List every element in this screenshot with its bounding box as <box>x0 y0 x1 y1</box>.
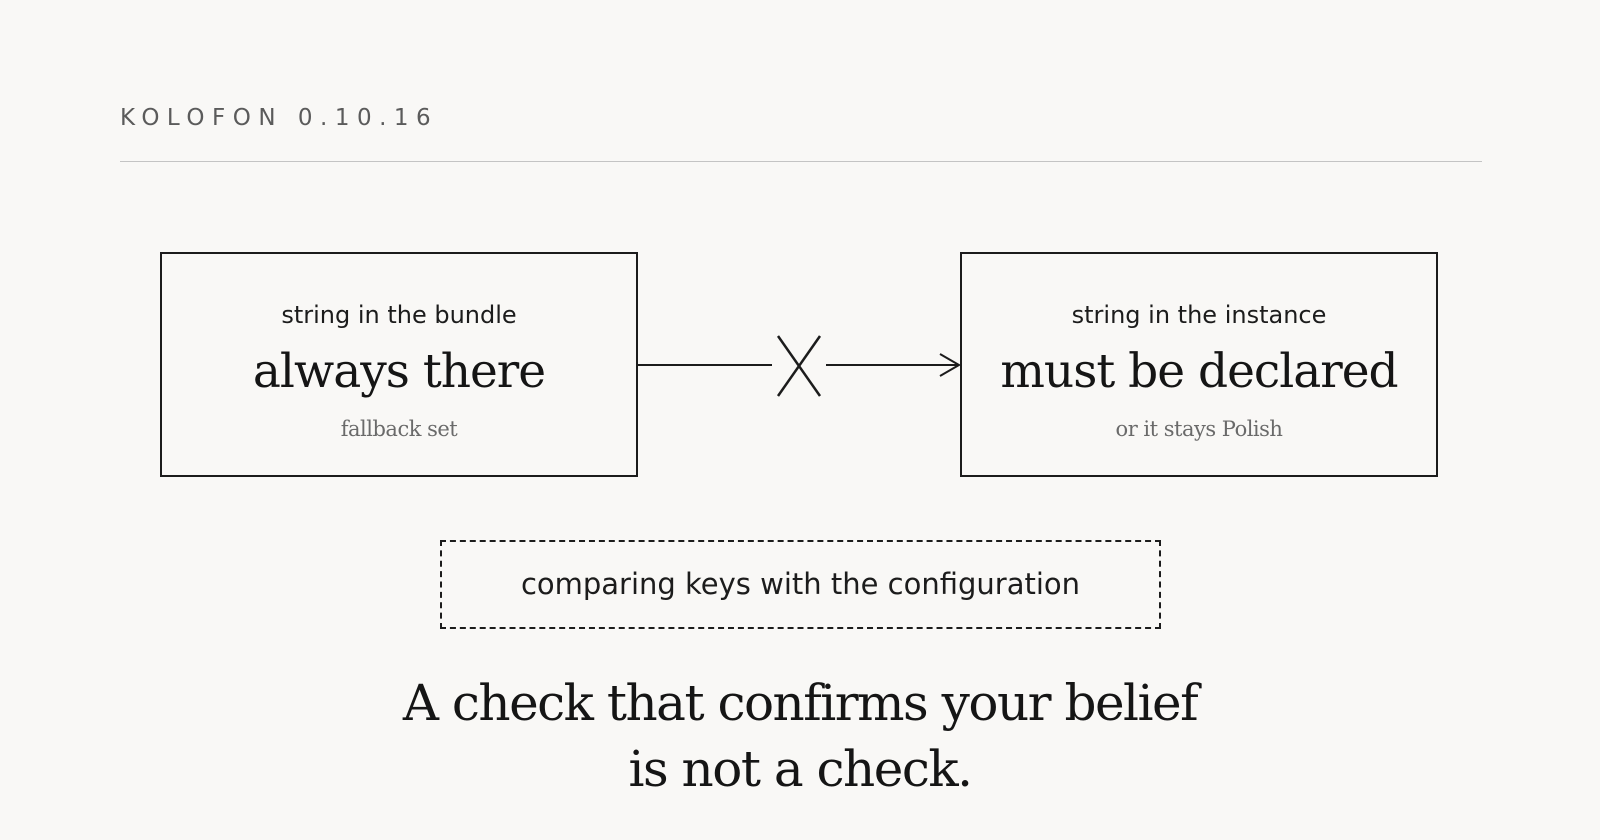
process-node <box>440 540 1161 629</box>
target-node-status: must be declared <box>1000 344 1398 399</box>
source-node-label: string in the bundle <box>281 301 517 329</box>
process-node-label: comparing keys with the configuration <box>520 567 1081 601</box>
conclusion-line-1: A check that confirms your belief <box>402 674 1198 732</box>
cross-icon <box>778 336 820 396</box>
source-node-note: fallback set <box>340 417 458 441</box>
target-node-label: string in the instance <box>1071 301 1327 329</box>
source-node-status: always there <box>252 344 546 399</box>
conclusion-line-2: is not a check. <box>628 740 972 798</box>
target-node <box>960 252 1438 477</box>
brand-title: KOLOFON 0.10.16 <box>120 105 439 131</box>
target-node-note: or it stays Polish <box>1115 417 1283 441</box>
